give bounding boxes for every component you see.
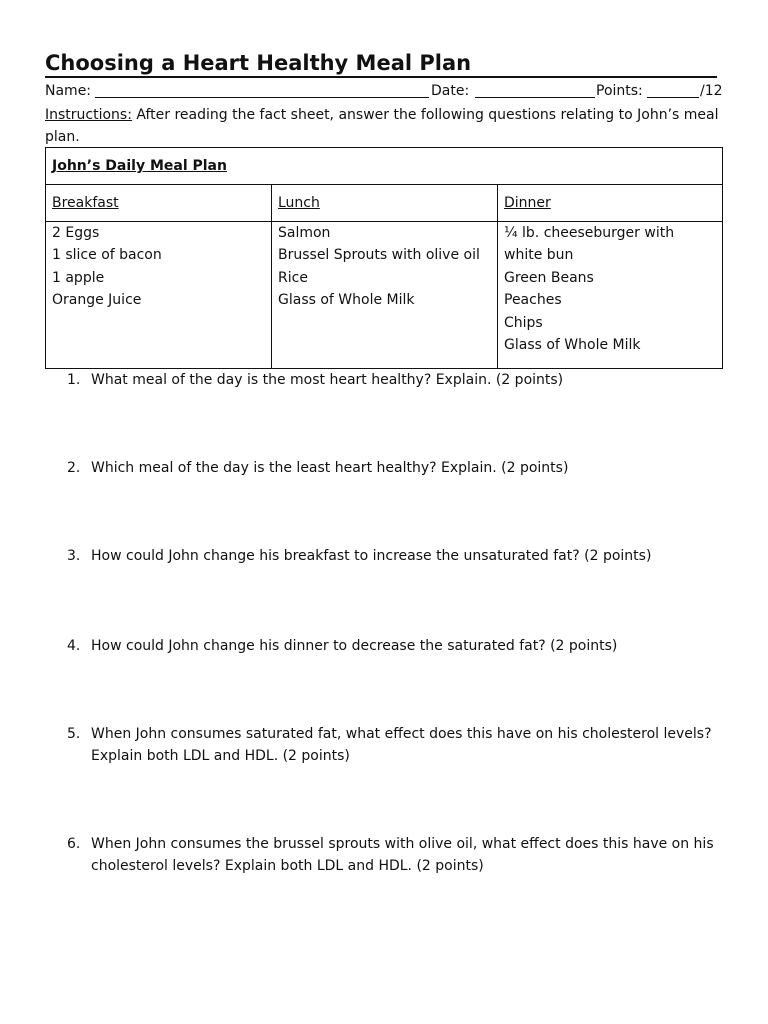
list-item: Glass of Whole Milk [504, 337, 641, 354]
name-label: Name: [45, 83, 92, 99]
question-number: 3. [67, 548, 81, 564]
date-field[interactable] [475, 82, 595, 98]
list-item: 1 slice of bacon [52, 247, 162, 264]
breakfast-items [46, 222, 272, 369]
question-text: When John consumes the brussel sprouts with olive oil, what effect does this have on his cholesterol levels? Explain both LDL and HDL. (2 points) [91, 836, 714, 874]
list-item: 1 apple [52, 269, 105, 286]
list-item: Salmon [278, 225, 331, 241]
question-number: 4. [67, 638, 81, 654]
list-item: white bun [504, 247, 574, 264]
instructions-text: After reading the fact sheet, answer the following questions relating to John’s meal plan. [45, 107, 719, 145]
meal-plan-title: John’s Daily Meal Plan [46, 148, 723, 185]
question-number: 5. [67, 726, 81, 742]
name-field[interactable] [95, 82, 429, 98]
date-label: Date: [431, 83, 470, 99]
list-item: Green Beans [504, 269, 594, 286]
column-header-dinner: Dinner [498, 185, 723, 222]
header-fields [45, 82, 721, 100]
question-number: 1. [67, 372, 81, 388]
list-item: Glass of Whole Milk [278, 292, 415, 309]
meal-plan-table [45, 147, 723, 369]
list-item: Rice [278, 269, 308, 286]
points-total: /12 [700, 83, 723, 99]
page-title: Choosing a Heart Healthy Meal Plan [45, 50, 717, 78]
list-item: 2 Eggs [52, 225, 100, 241]
instructions-label: Instructions: [45, 107, 132, 123]
question-text: What meal of the day is the most heart healthy? Explain. (2 points) [91, 372, 564, 388]
question-text: How could John change his breakfast to increase the unsaturated fat? (2 points) [91, 548, 652, 564]
points-field[interactable] [647, 82, 699, 98]
list-item: ¼ lb. cheeseburger with [504, 225, 675, 241]
list-item: Chips [504, 314, 543, 331]
question-number: 2. [67, 460, 81, 476]
question-text: Which meal of the day is the least heart healthy? Explain. (2 points) [91, 460, 569, 476]
list-item: Orange Juice [52, 292, 142, 309]
list-item: Brussel Sprouts with olive oil [278, 247, 480, 264]
question-number: 6. [67, 836, 81, 852]
column-header-breakfast: Breakfast [46, 185, 272, 222]
question-text: How could John change his dinner to decrease the saturated fat? (2 points) [91, 638, 618, 654]
column-header-lunch: Lunch [272, 185, 498, 222]
points-label: Points: [596, 83, 643, 99]
dinner-items [498, 222, 723, 369]
instructions [45, 104, 721, 148]
question-text: When John consumes saturated fat, what effect does this have on his cholesterol levels? Explain both LDL and HDL. (2 points) [91, 726, 712, 764]
list-item: Peaches [504, 292, 562, 309]
lunch-items [272, 222, 498, 369]
